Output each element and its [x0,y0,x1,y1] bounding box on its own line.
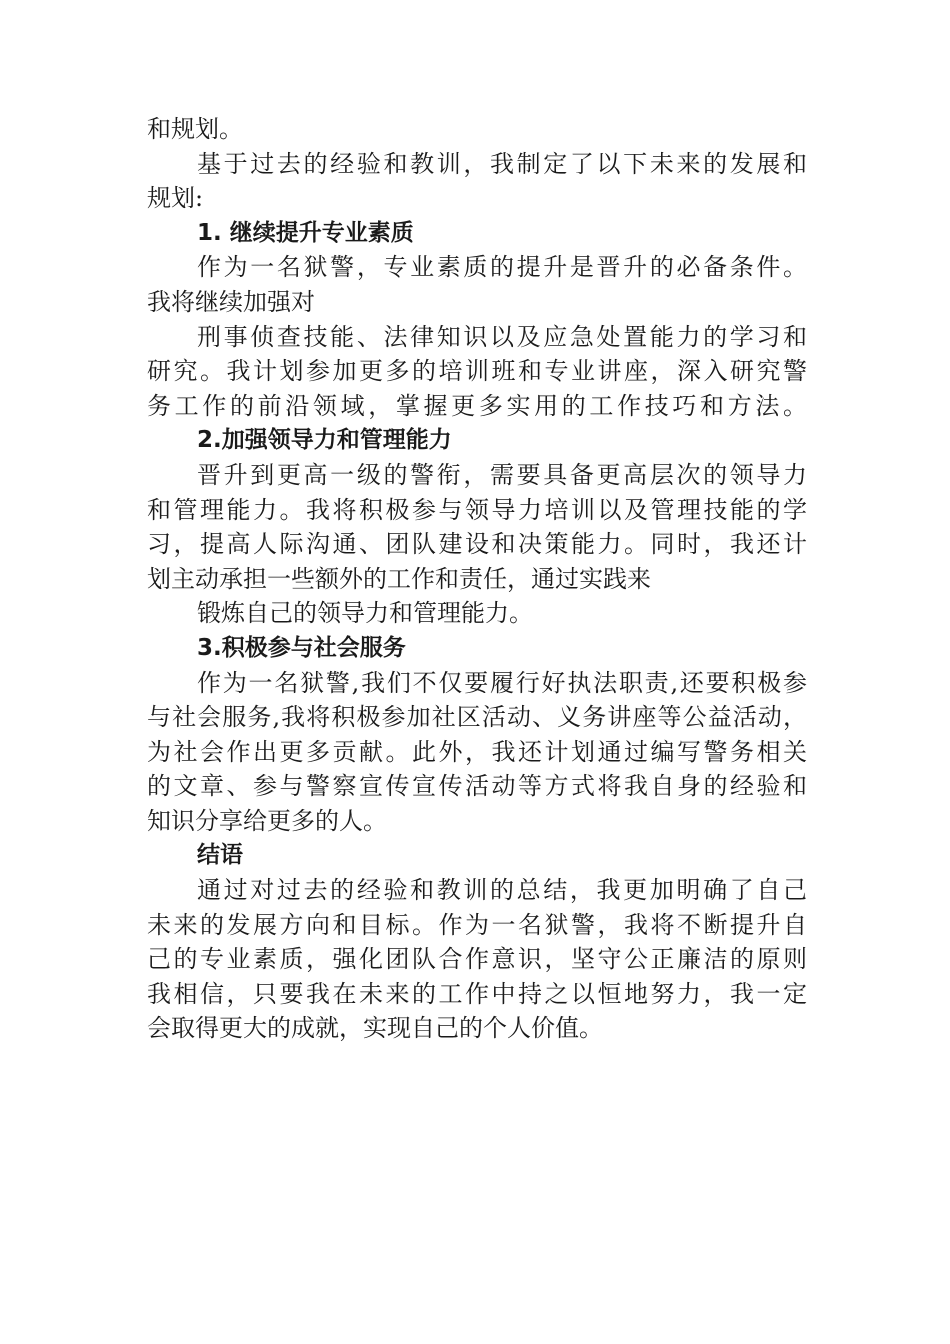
text-line: 和规划。 [147,115,243,143]
paragraph-line: 己的专业素质，强化团队合作意识，坚守公正廉洁的原则 [147,945,807,974]
paragraph-line: 基于过去的经验和教训，我制定了以下未来的发展和 [197,149,807,178]
text-line: 知识分享给更多的人。 [147,806,387,835]
paragraph-line: 与社会服务,我将积极参加社区活动、义务讲座等公益活动， [147,703,807,732]
paragraph-line: 和管理能力。我将积极参与领导力培训以及管理技能的学 [147,495,807,524]
paragraph-line: 通过对过去的经验和教训的总结，我更加明确了自己 [197,876,807,905]
paragraph-line: 作为一名狱警，专业素质的提升是晋升的必备条件。 [197,253,807,282]
section-heading-1: 1. 继续提升专业素质 [197,219,414,246]
paragraph-line: 作为一名狱警,我们不仅要履行好执法职责,还要积极参 [197,668,807,697]
paragraph-line: 务工作的前沿领域，掌握更多实用的工作技巧和方法。 [147,391,807,420]
text-line: 我将继续加强对 [147,287,315,316]
paragraph-line: 刑事侦查技能、法律知识以及应急处置能力的学习和 [197,322,807,351]
paragraph-line: 晋升到更高一级的警衔，需要具备更高层次的领导力 [197,460,807,489]
text-line: 会取得更大的成就，实现自己的个人价值。 [147,1014,603,1043]
text-line: 锻炼自己的领导力和管理能力。 [197,599,533,628]
paragraph-line: 我相信，只要我在未来的工作中持之以恒地努力，我一定 [147,979,807,1008]
conclusion-heading: 结语 [197,842,243,869]
text-line: 规划: [147,184,204,213]
section-heading-2: 2.加强领导力和管理能力 [197,427,452,454]
paragraph-line: 研究。我计划参加更多的培训班和专业讲座，深入研究警 [147,357,807,386]
document-body [147,112,807,1046]
paragraph-line: 的文章、参与警察宣传宣传活动等方式将我自身的经验和 [147,772,807,801]
paragraph-line: 为社会作出更多贡献。此外，我还计划通过编写警务相关 [147,737,807,766]
text-line: 划主动承担一些额外的工作和责任，通过实践来 [147,564,651,593]
paragraph-line: 习，提高人际沟通、团队建设和决策能力。同时，我还计 [147,530,807,559]
paragraph-line: 未来的发展方向和目标。作为一名狱警，我将不断提升自 [147,910,807,939]
section-heading-3: 3.积极参与社会服务 [197,634,406,661]
